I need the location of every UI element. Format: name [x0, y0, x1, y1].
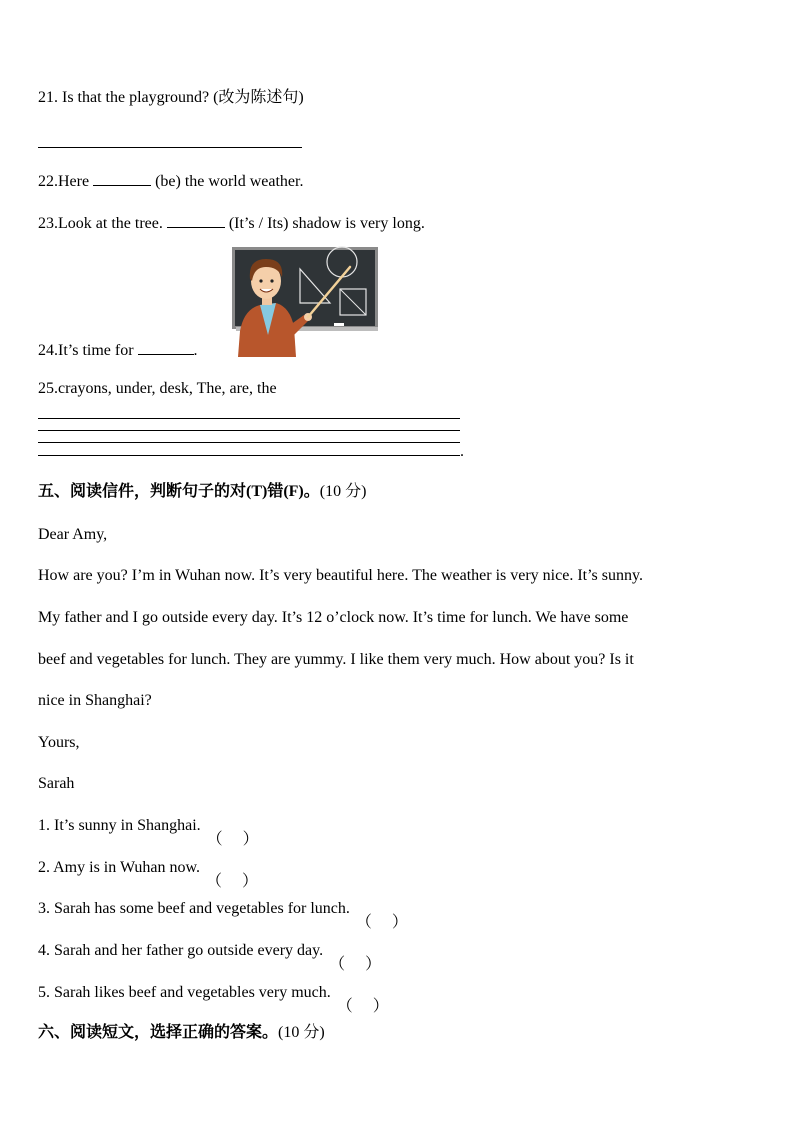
letter-closing: Yours, [38, 734, 80, 751]
question-23 [38, 213, 425, 234]
chalk [334, 323, 344, 326]
blank-23[interactable] [167, 213, 225, 228]
question-25 [38, 379, 277, 399]
tf-item-4-text: 4. Sarah and her father go outside every day. [38, 942, 324, 959]
answer-line-25-3[interactable] [38, 442, 460, 443]
question-21 [38, 88, 304, 108]
tf-item-4: 4. Sarah and her father go outside every day. （ ） [38, 942, 382, 973]
question-21-number: 21 [38, 89, 54, 106]
tf-item-1-text: 1. It’s sunny in Shanghai. [38, 817, 201, 834]
tf-item-2: 2. Amy is in Wuhan now. （ ） [38, 859, 259, 890]
question-25-end-period: . [460, 443, 464, 460]
answer-line-21[interactable] [38, 147, 302, 148]
letter-greeting: Dear Amy, [38, 526, 108, 543]
question-22-prefix: 22.Here [38, 173, 94, 190]
section-6-score: (10 分) [278, 1024, 325, 1041]
question-22 [38, 171, 303, 192]
teacher-eye-left [259, 279, 262, 282]
tf-item-5-text: 5. Sarah likes beef and vegetables very much. [38, 984, 331, 1001]
answer-line-25-4[interactable] [38, 455, 460, 456]
letter-signature: Sarah [38, 775, 75, 792]
tf-item-2-text: 2. Amy is in Wuhan now. [38, 859, 201, 876]
question-24 [38, 340, 198, 361]
section-5-score: (10 分) [319, 483, 367, 500]
section-5-title: 五、阅读信件，判断句子的对(T)错(F)。 [38, 483, 320, 500]
letter-line-3: beef and vegetables for lunch. They are yummy. I like them very much. How about you? Is it [38, 651, 634, 668]
tf-item-5: 5. Sarah likes beef and vegetables very much. （ ） [38, 984, 389, 1015]
section-5-heading [38, 482, 366, 502]
question-22-suffix: (be) the world weather. [151, 173, 304, 190]
teacher-blackboard-illustration [222, 245, 380, 357]
question-21-text: . Is that the playground? (改为陈述句) [54, 89, 304, 106]
question-25-text: 25.crayons, under, desk, The, are, the [38, 380, 277, 397]
question-23-suffix: (It’s / Its) shadow is very long. [224, 215, 425, 232]
letter-line-4: nice in Shanghai? [38, 692, 152, 709]
question-24-prefix: 24.It’s time for [38, 342, 138, 359]
question-24-suffix: . [193, 342, 198, 359]
blank-22[interactable] [93, 171, 151, 186]
blank-24[interactable] [138, 340, 194, 355]
letter-line-2: My father and I go outside every day. It’s 12 o’clock now. It’s time for lunch. We have some [38, 609, 629, 626]
question-23-prefix: 23.Look at the tree. [38, 215, 167, 232]
section-6-heading [38, 1023, 325, 1043]
tf-item-3-text: 3. Sarah has some beef and vegetables for lunch. [38, 900, 350, 917]
tf-item-1: 1. It’s sunny in Shanghai. （ ） [38, 817, 259, 848]
answer-line-25-2[interactable] [38, 430, 460, 431]
letter-line-1: How are you? I’m in Wuhan now. It’s very beautiful here. The weather is very nice. It’s sunny. [38, 567, 643, 584]
teacher-eye-right [270, 279, 273, 282]
tf-item-3: 3. Sarah has some beef and vegetables for lunch. （ ） [38, 900, 408, 931]
section-6-title: 六、阅读短文，选择正确的答案。 [38, 1024, 279, 1041]
answer-line-25-1[interactable] [38, 418, 460, 419]
